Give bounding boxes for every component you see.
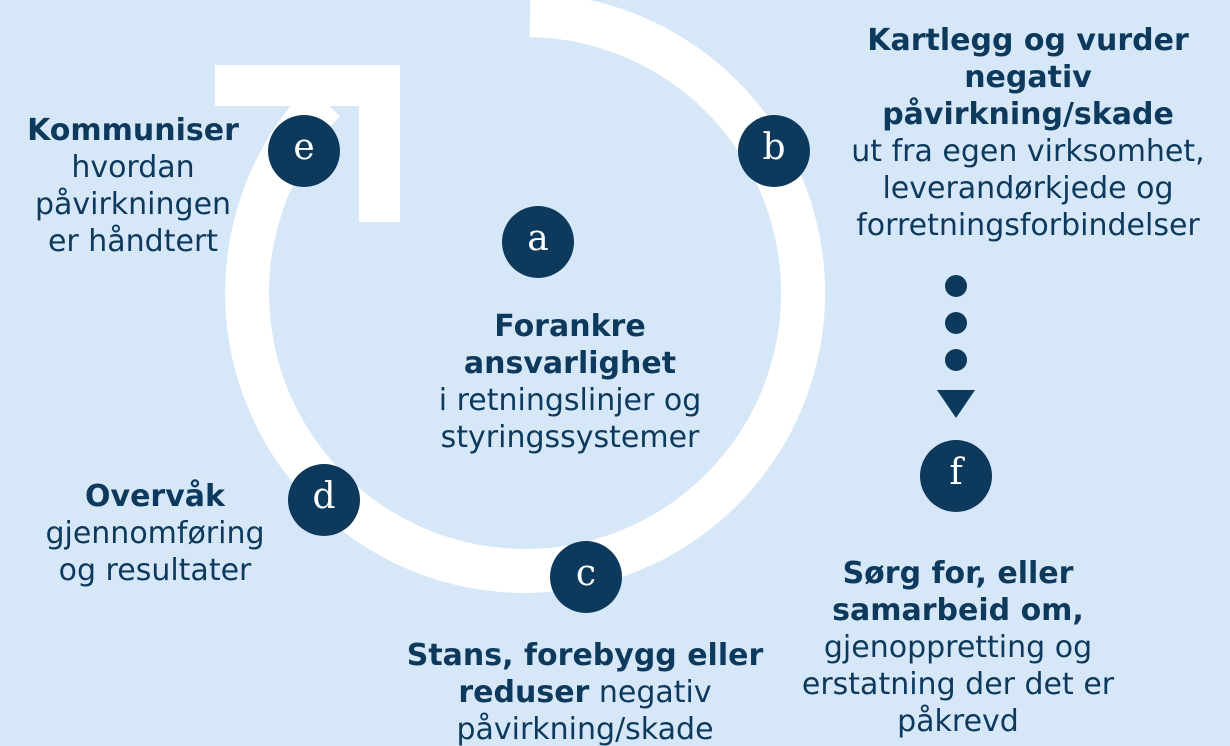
step-c-desc-line2: påvirkning/skade bbox=[456, 712, 714, 746]
step-e-badge: e bbox=[268, 115, 340, 187]
step-e-desc-line1: hvordan bbox=[71, 150, 195, 185]
step-f-badge: f bbox=[920, 440, 992, 512]
step-d-badge: d bbox=[288, 464, 360, 536]
step-f-title-line2: samarbeid om, bbox=[832, 593, 1084, 628]
step-d-text bbox=[10, 478, 300, 589]
step-f-text bbox=[778, 555, 1138, 740]
step-a-badge: a bbox=[502, 206, 574, 278]
step-d-desc-line2: og resultater bbox=[58, 553, 252, 588]
step-a-desc-line2: styringssystemer bbox=[440, 420, 700, 455]
step-f-desc-line1: gjenoppretting og bbox=[823, 630, 1093, 665]
connector-dot-2 bbox=[945, 312, 967, 334]
step-c-title-bold2: reduser bbox=[458, 675, 590, 710]
step-d-title-line1: Overvåk bbox=[85, 479, 225, 514]
step-b-desc-line1: ut fra egen virksomhet, bbox=[851, 134, 1205, 169]
step-e-title-line1: Kommuniser bbox=[27, 113, 239, 148]
step-b-title-line1: Kartlegg og vurder bbox=[867, 23, 1189, 58]
step-c-title-line1: Stans, forebygg eller bbox=[406, 638, 764, 673]
step-b-desc-line3: forretningsforbindelser bbox=[856, 208, 1200, 243]
step-e-text bbox=[8, 112, 258, 260]
step-c-desc-inline: negativ bbox=[589, 675, 712, 710]
connector-dot-1 bbox=[945, 275, 967, 297]
step-c-line2 bbox=[400, 674, 770, 711]
step-b-title-line3: påvirkning/skade bbox=[882, 97, 1174, 132]
step-c-badge: c bbox=[550, 541, 622, 613]
step-e-desc-line3: er håndtert bbox=[47, 224, 219, 259]
step-b-badge: b bbox=[738, 115, 810, 187]
step-b-text bbox=[828, 22, 1228, 244]
step-b-desc-line2: leverandørkjede og bbox=[882, 171, 1174, 206]
step-e-desc-line2: påvirkningen bbox=[34, 187, 232, 222]
step-f-title-line1: Sørg for, eller bbox=[842, 556, 1074, 591]
step-b-title-line2: negativ bbox=[964, 60, 1092, 95]
step-f-desc-line2: erstatning der det er bbox=[801, 667, 1115, 702]
step-a-text bbox=[410, 308, 730, 456]
step-a-desc-line1: i retningslinjer og bbox=[438, 383, 702, 418]
connector-arrow-down-icon bbox=[937, 390, 975, 418]
step-c-text bbox=[400, 637, 770, 746]
step-a-title-line1: Forankre bbox=[494, 309, 646, 344]
connector-dot-3 bbox=[945, 349, 967, 371]
step-a-title-line2: ansvarlighet bbox=[463, 346, 677, 381]
step-d-desc-line1: gjennomføring bbox=[45, 516, 265, 551]
step-f-desc-line3: påkrevd bbox=[897, 704, 1019, 739]
